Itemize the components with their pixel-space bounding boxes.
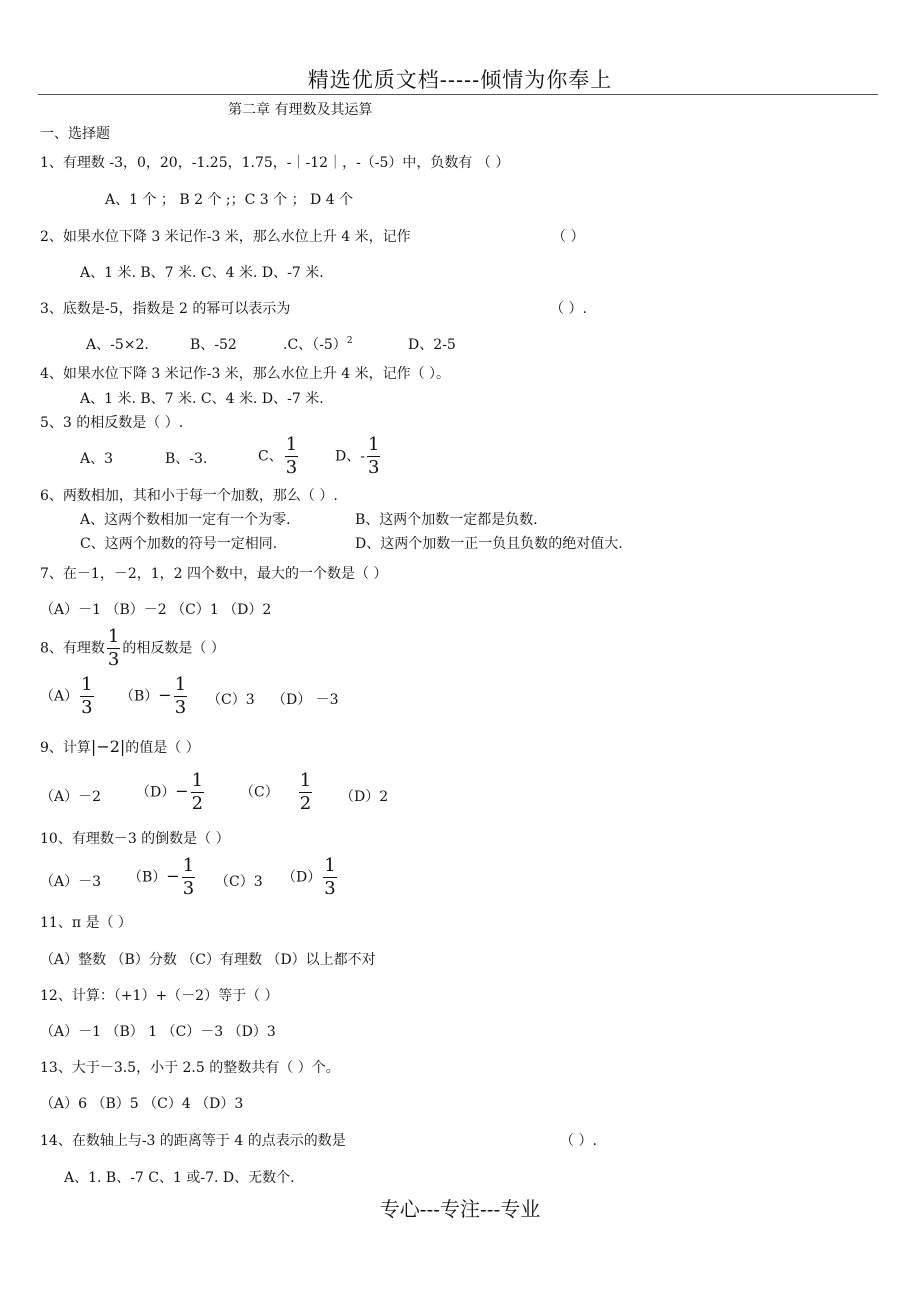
question-10-stem: 10、有理数－3 的倒数是（ ） xyxy=(40,831,230,847)
question-11-stem: 11、π 是（ ） xyxy=(40,915,132,931)
question-8-stem-prefix: 8、有理数 xyxy=(40,640,105,657)
question-8-stem-fraction xyxy=(107,628,120,669)
question-10-option-d xyxy=(282,857,339,898)
question-14-options: A、1. B、-7 C、1 或-7. D、无数个. xyxy=(64,1170,295,1186)
question-8-option-c: （C）3 xyxy=(207,692,255,708)
question-10-option-a: （A）－3 xyxy=(40,874,102,890)
question-9-stem-suffix: 的值是（ ） xyxy=(125,740,200,756)
fraction-numerator: 1 xyxy=(367,434,380,455)
question-3-option-d: D、2-5 xyxy=(408,337,456,353)
question-8-stem-suffix: 的相反数是（ ） xyxy=(122,640,225,657)
question-8-option-d: （D） －3 xyxy=(272,692,339,708)
question-9-option-b xyxy=(136,772,206,813)
question-1-options: A、1 个 ； B 2 个 ;；C 3 个 ； D 4 个 xyxy=(105,192,354,208)
question-4-stem: 4、如果水位下降 3 米记作-3 米，那么水位上升 4 米，记作（ ）。 xyxy=(40,366,451,382)
question-6-option-c: C、这两个加数的符号一定相同. xyxy=(80,536,278,552)
fraction-numerator: 1 xyxy=(182,855,195,876)
fraction-denominator: 3 xyxy=(285,457,298,478)
fraction-denominator: 3 xyxy=(182,878,195,899)
question-9-stem-prefix: 9、计算 xyxy=(40,740,91,756)
question-10-option-b xyxy=(128,857,197,898)
question-3-option-c-exponent: 2 xyxy=(346,336,353,346)
question-5-option-c-label: C、 xyxy=(258,448,283,465)
question-5-option-b: B、-3. xyxy=(165,451,208,467)
question-8-option-a xyxy=(40,676,96,717)
question-2-stem: 2、如果水位下降 3 米记作-3 米，那么水位上升 4 米，记作 xyxy=(40,229,411,245)
header-title: 精选优质文档-----倾情为你奉上 xyxy=(307,68,613,92)
fraction-denominator: 3 xyxy=(324,878,336,899)
question-3-option-a: A、-5×2. xyxy=(86,337,149,353)
question-9-option-b-label: （D） xyxy=(136,784,176,801)
question-3-option-c xyxy=(283,334,353,354)
question-8-option-a-label: （A） xyxy=(40,688,79,705)
question-6-option-a: A、这两个数相加一定有一个为零. xyxy=(80,512,291,528)
question-9-option-b-fraction xyxy=(191,772,204,813)
fraction-denominator: 3 xyxy=(81,697,93,718)
question-3-option-c-base: .C、（-5） xyxy=(283,337,347,353)
question-5-option-c xyxy=(258,436,300,477)
question-5-option-d-label: D、- xyxy=(335,448,365,465)
question-14-answer-paren: （ ）. xyxy=(560,1133,597,1149)
question-8-stem xyxy=(40,628,225,669)
fraction-denominator: 3 xyxy=(107,649,120,670)
question-1-stem: 1、有理数 -3，0，20，-1.25，1.75，-｜-12｜，-（-5）中，负数有 （ ） xyxy=(40,155,510,171)
question-6-stem: 6、两数相加，其和小于每一个加数，那么（ ）. xyxy=(40,488,338,504)
question-9-absolute-value: |−2| xyxy=(90,737,126,756)
question-12-stem: 12、计算：（+1）+（－2）等于（ ） xyxy=(40,988,279,1004)
question-9-stem xyxy=(40,737,200,757)
question-7-stem: 7、在－1，－2，1，2 四个数中，最大的一个数是（ ） xyxy=(40,566,388,582)
question-5-option-d xyxy=(335,436,382,477)
fraction-numerator: 1 xyxy=(285,434,298,455)
question-5-option-d-fraction xyxy=(367,436,380,477)
fraction-numerator: 1 xyxy=(299,770,312,791)
chapter-title: 第二章 有理数及其运算 xyxy=(228,102,373,118)
question-9-option-c-fraction xyxy=(299,772,312,813)
fraction-numerator: 1 xyxy=(191,770,204,791)
minus-sign: − xyxy=(158,685,172,705)
question-2-answer-paren: （ ） xyxy=(552,229,585,245)
fraction-numerator: 1 xyxy=(107,626,120,647)
question-5-option-c-fraction xyxy=(285,436,298,477)
question-8-option-b xyxy=(120,676,189,717)
fraction-denominator: 2 xyxy=(191,793,204,814)
fraction-denominator: 3 xyxy=(367,457,380,478)
fraction-numerator: 1 xyxy=(81,674,93,695)
question-3-stem: 3、底数是-5，指数是 2 的幂可以表示为 xyxy=(40,301,291,317)
question-14-stem: 14、在数轴上与-3 的距离等于 4 的点表示的数是 xyxy=(40,1133,346,1149)
question-3-option-b: B、-52 xyxy=(190,337,237,353)
question-6-option-b: B、这两个加数一定都是负数. xyxy=(355,512,538,528)
question-5-stem: 5、3 的相反数是（ ）. xyxy=(40,415,184,431)
question-8-option-a-fraction xyxy=(80,676,93,717)
fraction-denominator: 2 xyxy=(299,793,312,814)
question-10-option-d-fraction xyxy=(323,857,336,898)
question-9-option-d: （D）2 xyxy=(340,789,389,805)
question-9-option-a: （A）－2 xyxy=(40,789,102,805)
question-5-option-a: A、3 xyxy=(80,451,114,467)
question-4-options: A、1 米. B、7 米. C、4 米. D、-7 米. xyxy=(80,391,324,407)
question-12-options: （A）－1 （B） 1 （C）－3 （D）3 xyxy=(40,1024,276,1040)
fraction-numerator: 1 xyxy=(174,674,187,695)
question-11-options: （A）整数 （B）分数 （C）有理数 （D）以上都不对 xyxy=(40,952,376,968)
question-9-option-c xyxy=(240,772,314,813)
question-10-option-c: （C）3 xyxy=(215,874,263,890)
question-10-option-d-label: （D） xyxy=(282,869,322,886)
section-title: 一、选择题 xyxy=(40,126,110,142)
question-9-option-c-label: （C） xyxy=(240,784,279,801)
footer-text: 专心---专注---专业 xyxy=(379,1197,541,1221)
minus-sign: − xyxy=(166,866,180,886)
question-3-answer-paren: （ ）. xyxy=(550,301,587,317)
question-2-options: A、1 米. B、7 米. C、4 米. D、-7 米. xyxy=(80,265,324,281)
question-13-stem: 13、大于－3.5，小于 2.5 的整数共有（ ）个。 xyxy=(40,1060,340,1076)
header-divider xyxy=(38,94,878,95)
question-8-option-b-label: （B） xyxy=(120,688,159,705)
question-10-option-b-label: （B） xyxy=(128,869,167,886)
question-6-option-d: D、这两个加数一正一负且负数的绝对值大. xyxy=(355,536,623,552)
fraction-denominator: 3 xyxy=(174,697,187,718)
question-13-options: （A）6 （B）5 （C）4 （D）3 xyxy=(40,1096,244,1112)
minus-sign: − xyxy=(175,781,189,801)
question-10-option-b-fraction xyxy=(182,857,195,898)
question-8-option-b-fraction xyxy=(174,676,187,717)
question-7-options: （A）－1 （B）－2 （C）1 （D）2 xyxy=(40,602,272,618)
fraction-numerator: 1 xyxy=(324,855,336,876)
